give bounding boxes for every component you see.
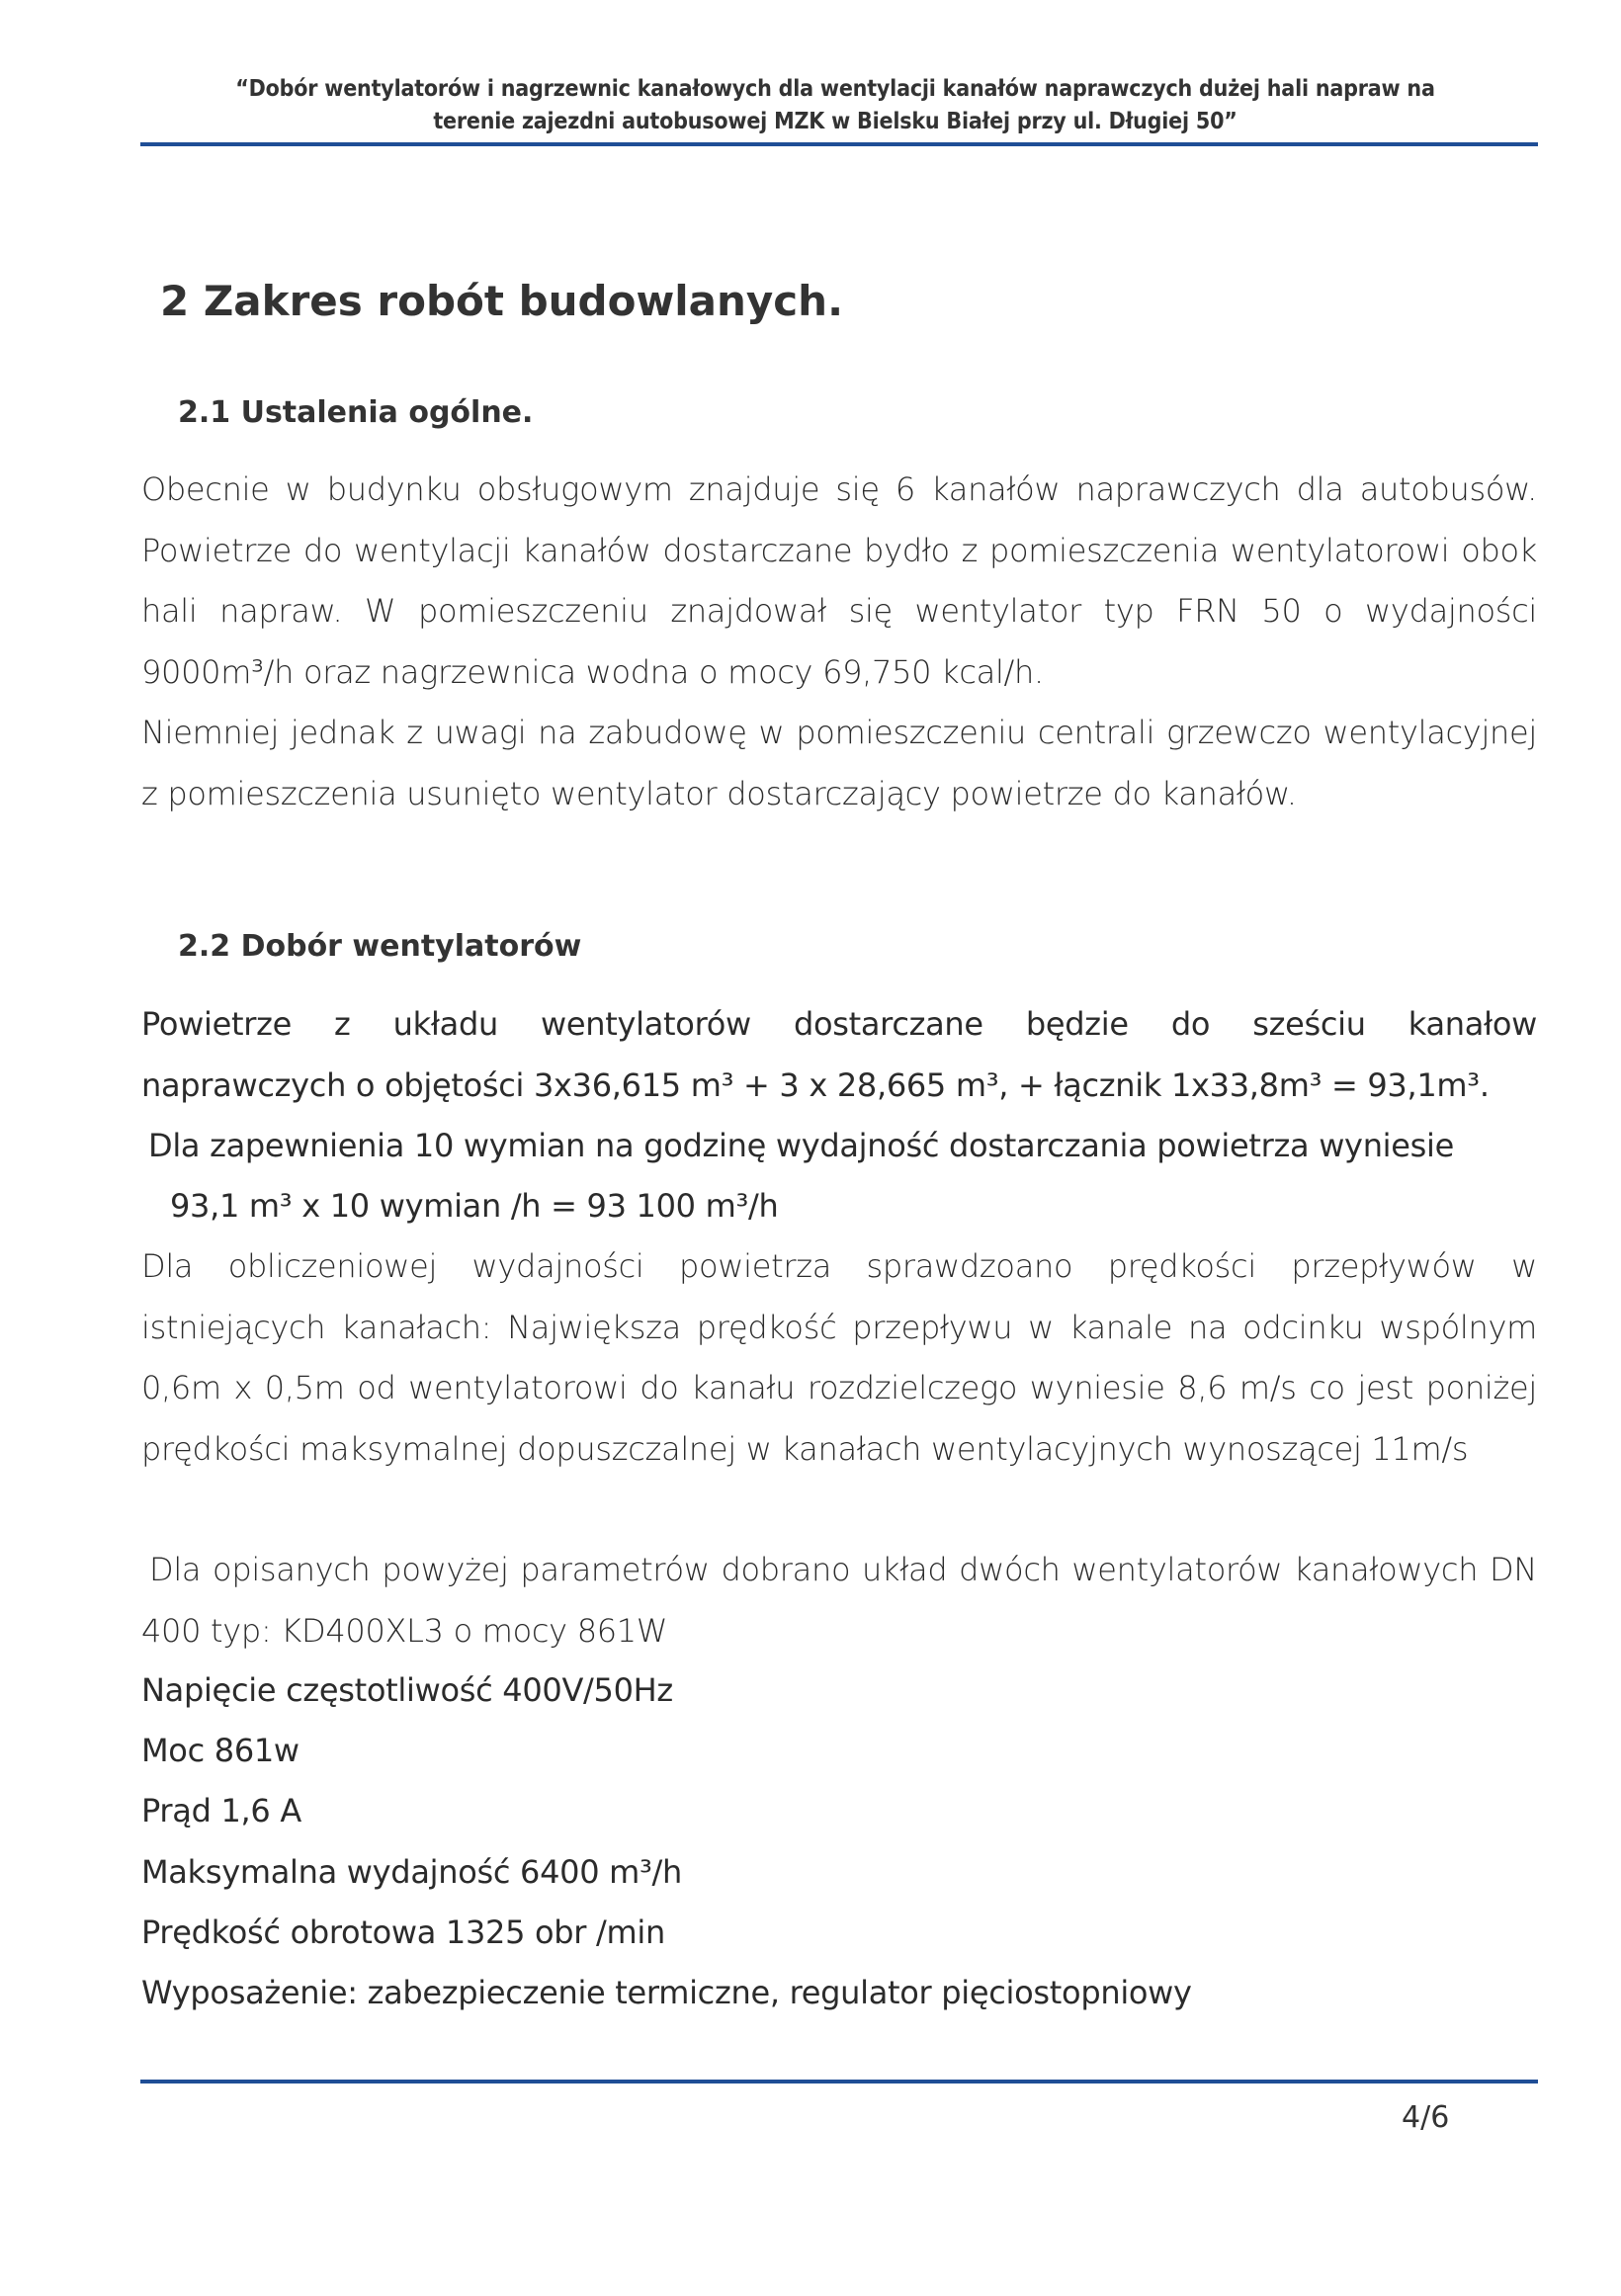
spec-power: Moc 861w: [141, 1732, 299, 1769]
document-header: [138, 73, 1532, 138]
spec-max-flow: Maksymalna wydajność 6400 m³/h: [141, 1853, 682, 1891]
footer-divider: [140, 2080, 1538, 2083]
spec-rotation-speed: Prędkość obrotowa 1325 obr /min: [141, 1913, 665, 1951]
text-line: Powietrze z układu wentylatorów dostarczane będzie do sześciu kanałow: [141, 1005, 1537, 1043]
paragraph-velocity-check: Dla obliczeniowej wydajności powietrza sprawdzoano prędkości przepływów w istniejących kanałach: Największa prędkość przepływu w kanale na odcinku wspólnym 0,6m x 0,5m od wentylatorowi do kanału rozdzielczego wyniesie 8,6 m/s co jest poniżej prędkości maksymalnej dopuszczalnej w kanałach wentylacyjnych wynoszącej 11m/s: [141, 1247, 1537, 1468]
paragraph-current-state: Obecnie w budynku obsługowym znajduje się 6 kanałów naprawczych dla autobusów. Powietrze do wentylacji kanałów dostarczane bydło z pomieszczenia wentylatorowi obok hali napraw. W pomieszczeniu znajdował się wentylator typ FRN 50 o wydajności 9000m³/h oraz nagrzewnica wodna o mocy 69,750 kcal/h.: [141, 470, 1537, 691]
header-divider: [140, 142, 1538, 146]
text-line-flow-calc: 93,1 m³ x 10 wymian /h = 93 100 m³/h: [170, 1187, 779, 1225]
subsection-heading-2-1: 2.1 Ustalenia ogólne.: [178, 395, 534, 430]
spec-current: Prąd 1,6 A: [141, 1792, 301, 1829]
text-line-volume: naprawczych o objętości 3x36,615 m³ + 3 x 28,665 m³, + łącznik 1x33,8m³ = 93,1m³.: [141, 1066, 1490, 1104]
paragraph-fan-selection: Dla opisanych powyżej parametrów dobrano układ dwóch wentylatorów kanałowych DN 400 typ: KD400XL3 o mocy 861W: [141, 1551, 1537, 1650]
header-title-line-1: “Dobór wentylatorów i nagrzewnic kanałowych dla wentylacji kanałów naprawczych dużej hali napraw na: [235, 76, 1435, 102]
spec-voltage: Napięcie częstotliwość 400V/50Hz: [141, 1671, 673, 1709]
text-line-air-change: Dla zapewnienia 10 wymian na godzinę wydajność dostarczania powietrza wyniesie: [148, 1127, 1455, 1164]
subsection-heading-2-2: 2.2 Dobór wentylatorów: [178, 929, 582, 964]
spec-equipment: Wyposażenie: zabezpieczenie termiczne, regulator pięciostopniowy: [141, 1974, 1192, 2011]
page-number: 4/6: [1402, 2100, 1450, 2135]
paragraph-removal: Niemniej jednak z uwagi na zabudowę w pomieszczeniu centrali grzewczo wentylacyjnej z pomieszczenia usunięto wentylator dostarczający powietrze do kanałów.: [141, 714, 1537, 812]
header-title-line-2: terenie zajezdni autobusowej MZK w Bielsku Białej przy ul. Długiej 50”: [433, 109, 1237, 134]
section-heading: 2 Zakres robót budowlanych.: [160, 277, 844, 325]
